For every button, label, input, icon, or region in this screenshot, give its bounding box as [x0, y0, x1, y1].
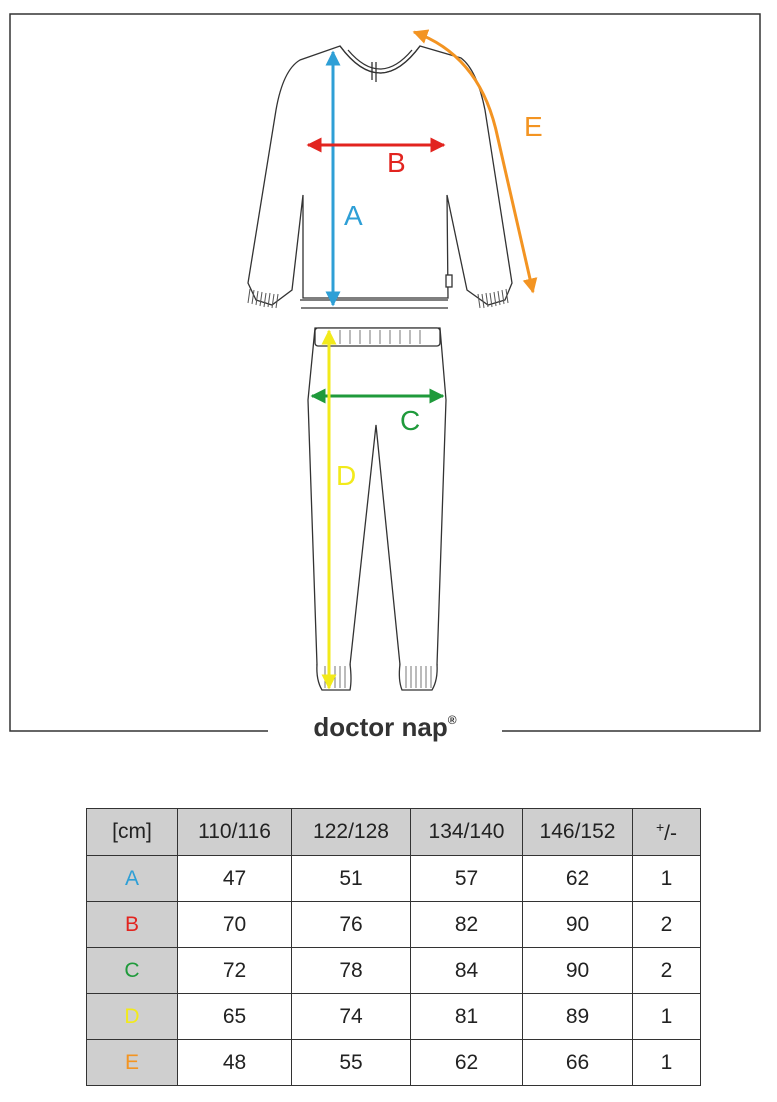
table-cell: 62 [523, 856, 633, 902]
row-label: A [87, 856, 178, 902]
table-cell: 55 [292, 1040, 411, 1086]
measure-label-b: B [387, 147, 406, 178]
measure-label-a: A [344, 200, 363, 231]
tolerance-sep: / [664, 821, 671, 845]
tolerance-header [633, 809, 701, 856]
tolerance-cell: 2 [633, 948, 701, 994]
table-cell: 47 [178, 856, 292, 902]
table-cell: 74 [292, 994, 411, 1040]
table-row [87, 994, 701, 1040]
tolerance-cell: 2 [633, 902, 701, 948]
table-cell: 81 [411, 994, 523, 1040]
table-cell: 90 [523, 902, 633, 948]
sweatshirt-drawing [248, 46, 512, 308]
row-label: E [87, 1040, 178, 1086]
table-cell: 72 [178, 948, 292, 994]
brand-name: doctor nap [313, 712, 448, 742]
table-row [87, 1040, 701, 1086]
table-cell: 89 [523, 994, 633, 1040]
table-cell: 57 [411, 856, 523, 902]
table-cell: 48 [178, 1040, 292, 1086]
tolerance-cell: 1 [633, 856, 701, 902]
table-row [87, 856, 701, 902]
size-header: 146/152 [523, 809, 633, 856]
measure-label-e: E [524, 111, 543, 142]
size-chart-table [86, 808, 701, 1086]
table-cell: 78 [292, 948, 411, 994]
table-cell: 82 [411, 902, 523, 948]
table-cell: 62 [411, 1040, 523, 1086]
table-header-row [87, 809, 701, 856]
size-header: 110/116 [178, 809, 292, 856]
size-header: 134/140 [411, 809, 523, 856]
table-cell: 65 [178, 994, 292, 1040]
table-row [87, 948, 701, 994]
measure-label-d: D [336, 460, 357, 491]
size-header: 122/128 [292, 809, 411, 856]
row-label: C [87, 948, 178, 994]
table-row [87, 902, 701, 948]
tolerance-minus: - [670, 821, 678, 845]
brand-logo [313, 712, 456, 742]
unit-header: [cm] [87, 809, 178, 856]
table-cell: 66 [523, 1040, 633, 1086]
tolerance-cell: 1 [633, 1040, 701, 1086]
row-label: B [87, 902, 178, 948]
table-cell: 51 [292, 856, 411, 902]
tolerance-plus: + [655, 818, 665, 835]
table-cell: 70 [178, 902, 292, 948]
row-label: D [87, 994, 178, 1040]
table-cell: 90 [523, 948, 633, 994]
table-cell: 76 [292, 902, 411, 948]
brand-registered-mark: ® [447, 713, 457, 727]
table-cell: 84 [411, 948, 523, 994]
measure-label-c: C [400, 405, 421, 436]
tolerance-cell: 1 [633, 994, 701, 1040]
